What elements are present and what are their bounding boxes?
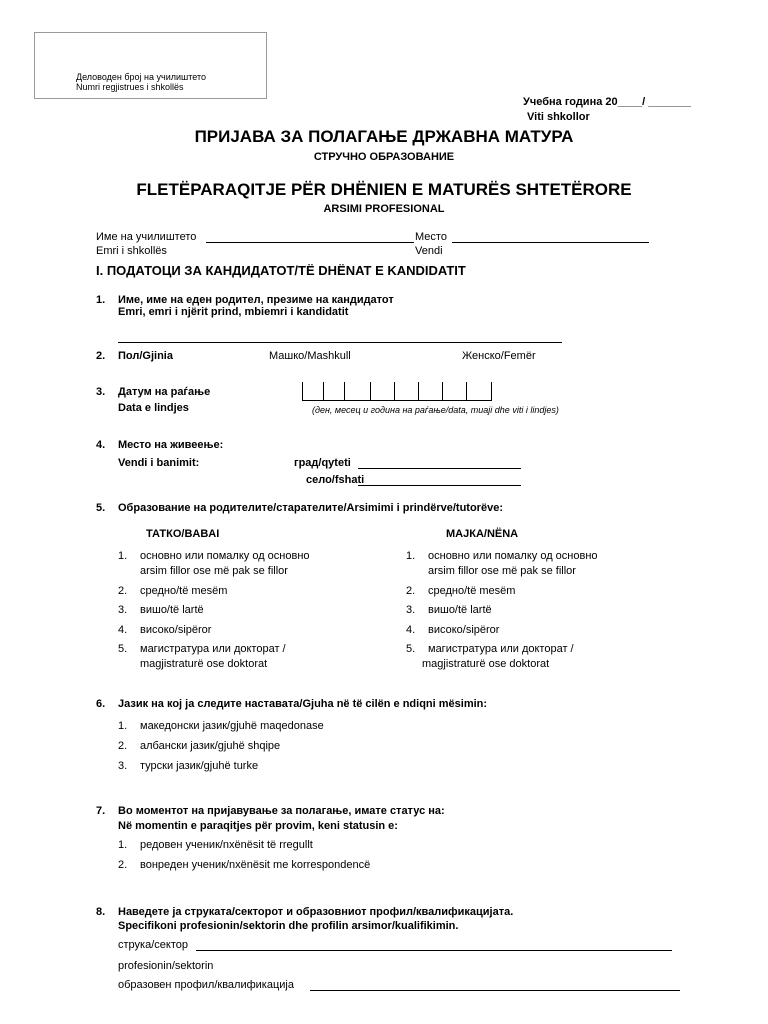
sector-field[interactable] <box>196 950 672 951</box>
place-label-mk: Место <box>415 231 447 243</box>
residence-label-sq: Vendi i banimit: <box>118 457 200 469</box>
school-name-label-sq: Emri i shkollës <box>96 245 167 257</box>
q4-number: 4. <box>96 439 106 451</box>
status-option[interactable]: 1. редовен ученик/nxënësit të rregullt <box>118 839 313 851</box>
village-label: село/fshati <box>306 474 365 486</box>
school-name-field[interactable] <box>206 242 414 243</box>
father-option-line2: arsim fillor ose më pak se fillor <box>140 565 288 577</box>
birthdate-label-mk: Датум на раѓање <box>118 386 211 398</box>
school-name-label-mk: Име на училиштето <box>96 231 197 243</box>
q6-number: 6. <box>96 698 106 710</box>
language-option[interactable]: 3. турски јазик/gjuhë turke <box>118 760 259 772</box>
mother-option-line2: magjistraturë ose doktorat <box>422 658 550 670</box>
language-option[interactable]: 1. македонски јазик/gjuhë maqedonase <box>118 720 324 732</box>
q1-label-mk: Име, име на еден родител, презиме на кандидатот <box>118 294 394 306</box>
q3-number: 3. <box>96 386 106 398</box>
city-field[interactable] <box>358 468 521 469</box>
q5-number: 5. <box>96 502 106 514</box>
birthdate-label-sq: Data e lindjes <box>118 402 189 414</box>
status-label-mk: Во моментот на пријавување за полагање, имате статус на: <box>118 805 445 817</box>
mother-option[interactable]: 2. средно/të mesëm <box>406 585 516 597</box>
section-title: I. ПОДАТОЦИ ЗА КАНДИДАТОТ/TË DHËNAT E KANDIDATIT <box>96 263 466 278</box>
gender-label: Пол/Gjinia <box>118 350 173 362</box>
school-year-label-sq: Viti shkollor <box>527 111 590 123</box>
form-subtitle-mk: СТРУЧНО ОБРАЗОВАНИЕ <box>313 151 455 163</box>
profession-label-mk: Наведете ја струката/секторот и образовниот профил/квалификацијата. <box>118 906 514 918</box>
form-title-mk: ПРИЈАВА ЗА ПОЛАГАЊЕ ДРЖАВНА МАТУРА <box>194 127 574 146</box>
mother-option[interactable]: 4. високо/sipëror <box>406 624 500 636</box>
mother-heading: МАЈКА/NËNA <box>446 528 519 540</box>
father-option-line2: magjistraturë ose doktorat <box>140 658 268 670</box>
profession-label-sq: Specifikoni profesionin/sektorin dhe profilin arsimor/kualifikimin. <box>118 920 459 932</box>
father-option[interactable]: 5. магистратура или докторат / <box>118 643 286 655</box>
form-subtitle-sq: ARSIMI PROFESIONAL <box>323 203 445 215</box>
form-title-sq: FLETËPARAQITJE PËR DHËNIEN E MATURËS SHTETËRORE <box>136 180 632 199</box>
sector-label-mk: струка/сектор <box>118 939 188 951</box>
village-field[interactable] <box>358 485 521 486</box>
residence-label-mk: Место на живеење: <box>118 439 224 451</box>
status-option[interactable]: 2. вонреден ученик/nxënësit me korrespondencë <box>118 859 371 871</box>
q1-label-sq: Emri, emri i njërit prind, mbiemri i kandidatit <box>118 306 349 318</box>
city-label: град/qyteti <box>294 457 351 469</box>
language-option[interactable]: 2. албански јазик/gjuhë shqipe <box>118 740 281 752</box>
gender-option-female[interactable]: Женско/Femër <box>462 350 536 362</box>
sector-label-sq: profesionin/sektorin <box>118 960 214 972</box>
language-label: Јазик на кој ја следите наставата/Gjuha në të cilën e ndiqni mësimin: <box>118 698 488 710</box>
full-name-field[interactable] <box>118 342 562 343</box>
father-option[interactable]: 1. основно или помалку од основно <box>118 550 310 562</box>
father-option[interactable]: 2. средно/të mesëm <box>118 585 228 597</box>
father-heading: ТАТКО/BABAI <box>146 528 220 540</box>
q1-number: 1. <box>96 294 106 306</box>
mother-option[interactable]: 5. магистратура или докторат / <box>406 643 574 655</box>
place-field[interactable] <box>452 242 649 243</box>
place-label-sq: Vendi <box>415 245 443 257</box>
birthdate-hint: (ден, месец и година на раѓање/data, muaji dhe viti i lindjes) <box>312 405 559 415</box>
q2-number: 2. <box>96 350 106 362</box>
gender-option-male[interactable]: Машко/Mashkull <box>269 350 351 362</box>
status-label-sq: Në momentin e paraqitjes për provim, keni statusin e: <box>118 820 398 832</box>
father-option[interactable]: 4. високо/sipëror <box>118 624 212 636</box>
birthdate-field[interactable] <box>302 382 492 401</box>
qualification-field[interactable] <box>310 990 680 991</box>
father-option[interactable]: 3. вишо/të lartë <box>118 604 204 616</box>
mother-option-line2: arsim fillor ose më pak se fillor <box>428 565 576 577</box>
mother-option[interactable]: 3. вишо/të lartë <box>406 604 492 616</box>
q8-number: 8. <box>96 906 106 918</box>
parent-education-label: Образование на родителите/старателите/Arsimimi i prindërve/tutorëve: <box>118 502 503 514</box>
school-year-label: Учебна година 20____/ _______ <box>523 96 692 108</box>
registry-label-sq: Numri regjistrues i shkollës <box>76 82 184 92</box>
qualification-label: образовен профил/квалификација <box>118 979 294 991</box>
registry-label-mk: Деловоден број на училиштето <box>76 72 206 82</box>
mother-option[interactable]: 1. основно или помалку од основно <box>406 550 598 562</box>
q7-number: 7. <box>96 805 106 817</box>
